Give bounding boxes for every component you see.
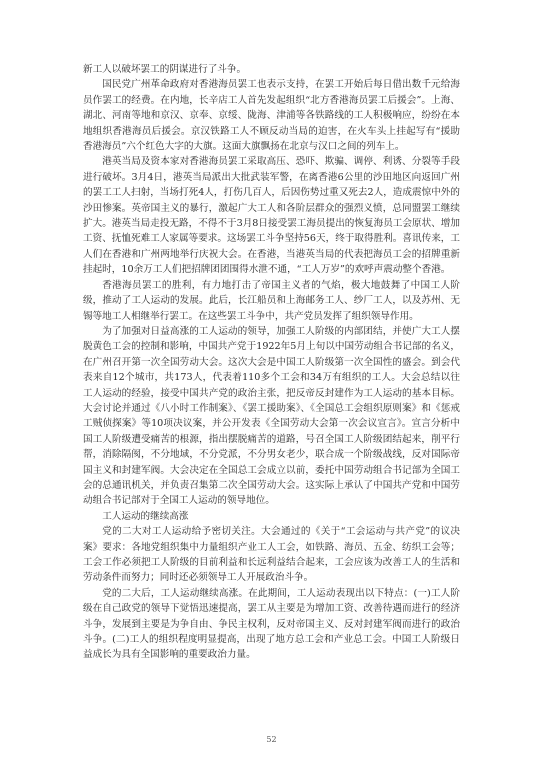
paragraph: 党的二大对工人运动给予密切关注。大会通过的《关于“工会运动与共产党”的议决案》要求：各地党组织集中力量组织产业工人工会，如铁路、海员、五金、纺织工会等；工会工作必须把工人阶级的目前利益和长远利益结合起来，工会应该为改善工人的生活和劳动条件而努力；同时还必须领导工人开展政治斗争。 [83,526,460,584]
paragraph: 新工人以破坏罢工的阴谋进行了斗争。 [83,64,247,75]
page-number: 52 [266,735,277,744]
section-heading: 工人运动的继续高涨 [102,510,189,522]
paragraph: 党的二大后，工人运动继续高涨。在此期间，工人运动表现出以下特点：(一)工人阶级在自己政党的领导下觉悟迅速提高，罢工从主要是为增加工资、改善待遇而进行的经济斗争，发展到主要是为争自由、争民主权利，反对帝国主义、反对封建军阀而进行的政治斗争。(二)工人的组织程度明显提高，出现了地方总工会和产业总工会。中国工人阶级日益成长为具有全国影响的重要政治力量。 [83,587,460,661]
paragraph: 香港海员罢工的胜利，有力地打击了帝国主义者的气焰，极大地鼓舞了中国工人阶级，推动了工人运动的发展。此后，长江船员和上海邮务工人、纱厂工人，以及苏州、无锡等地工人相继举行罢工。在这些罢工斗争中，共产党员发挥了组织领导作用。 [83,279,460,322]
body-text [83,62,460,663]
paragraph: 港英当局及资本家对香港海员罢工采取高压、恐吓、欺骗、调停、利诱、分裂等手段进行破坏。3月4日，港英当局派出大批武装军警，在离香港6公里的沙田地区向返回广州的罢工工人扫射，当场打死4人，打伤几百人，后因伤势过重又死去2人，造成震惊中外的沙田惨案。英帝国主义的暴行，激起广大工人和各阶层群众的强烈义愤，总同盟罢工继续扩大。港英当局走投无路，不得不于3月8日接受罢工海员提出的恢复海员工会原状、增加工资、抚恤死难工人家属等要求。这场罢工斗争坚持56天，终于取得胜利。喜讯传来，工人们在香港和广州两地举行庆祝大会。在香港，当港英当局的代表把海员工会的招牌重新挂起时，10余万工人们把招牌团团围得水泄不通，“工人万岁”的欢呼声震动整个香港。 [83,156,460,276]
paragraph: 为了加强对日益高涨的工人运动的领导，加强工人阶级的内部团结，并使广大工人摆脱黄色工会的控制和影响，中国共产党于1922年5月上旬以中国劳动组合书记部的名义，在广州召开第一次全国劳动大会。这次大会是中国工人阶级第一次全国性的盛会。到会代表来自12个城市，共173人，代表着110多个工会和34万有组织的工人。大会总结以往工人运动的经验，接受中国共产党的政治主张，把反帝反封建作为工人运动的基本目标。大会讨论并通过《八小时工作制案》、《罢工援助案》、《全国总工会组织原则案》和《惩戒工贼侦探案》等10项决议案，并公开发表《全国劳动大会第一次会议宣言》。宣言分析中国工人阶级遭受痛苦的根源，指出摆脱痛苦的道路，号召全国工人阶级团结起来，削平行帮，消除隔阂，不分地域，不分党派，不分男女老少，联合成一个阶级战线，反对国际帝国主义和封建军阀。大会决定在全国总工会成立以前，委托中国劳动组合书记部为全国工会的总通讯机关，并负责召集第二次全国劳动大会。这实际上承认了中国共产党和中国劳动组合书记部对于全国工人运动的领导地位。 [83,325,460,507]
paragraph: 国民党广州革命政府对香港海员罢工也表示支持，在罢工开始后每日借出数千元给海员作罢工的经费。在内地，长辛店工人首先发起组织“北方香港海员罢工后援会”。上海、湖北、河南等地和京汉、京奉、京绥、陇海、津浦等各铁路线的工人积极响应，纷纷在本地组织香港海员后援会。京汉铁路工人不顾反动当局的迫害，在火车头上挂起写有“援助香港海员”六个红色大字的大旗。这面大旗飘扬在北京与汉口之间的列车上。 [83,79,460,153]
